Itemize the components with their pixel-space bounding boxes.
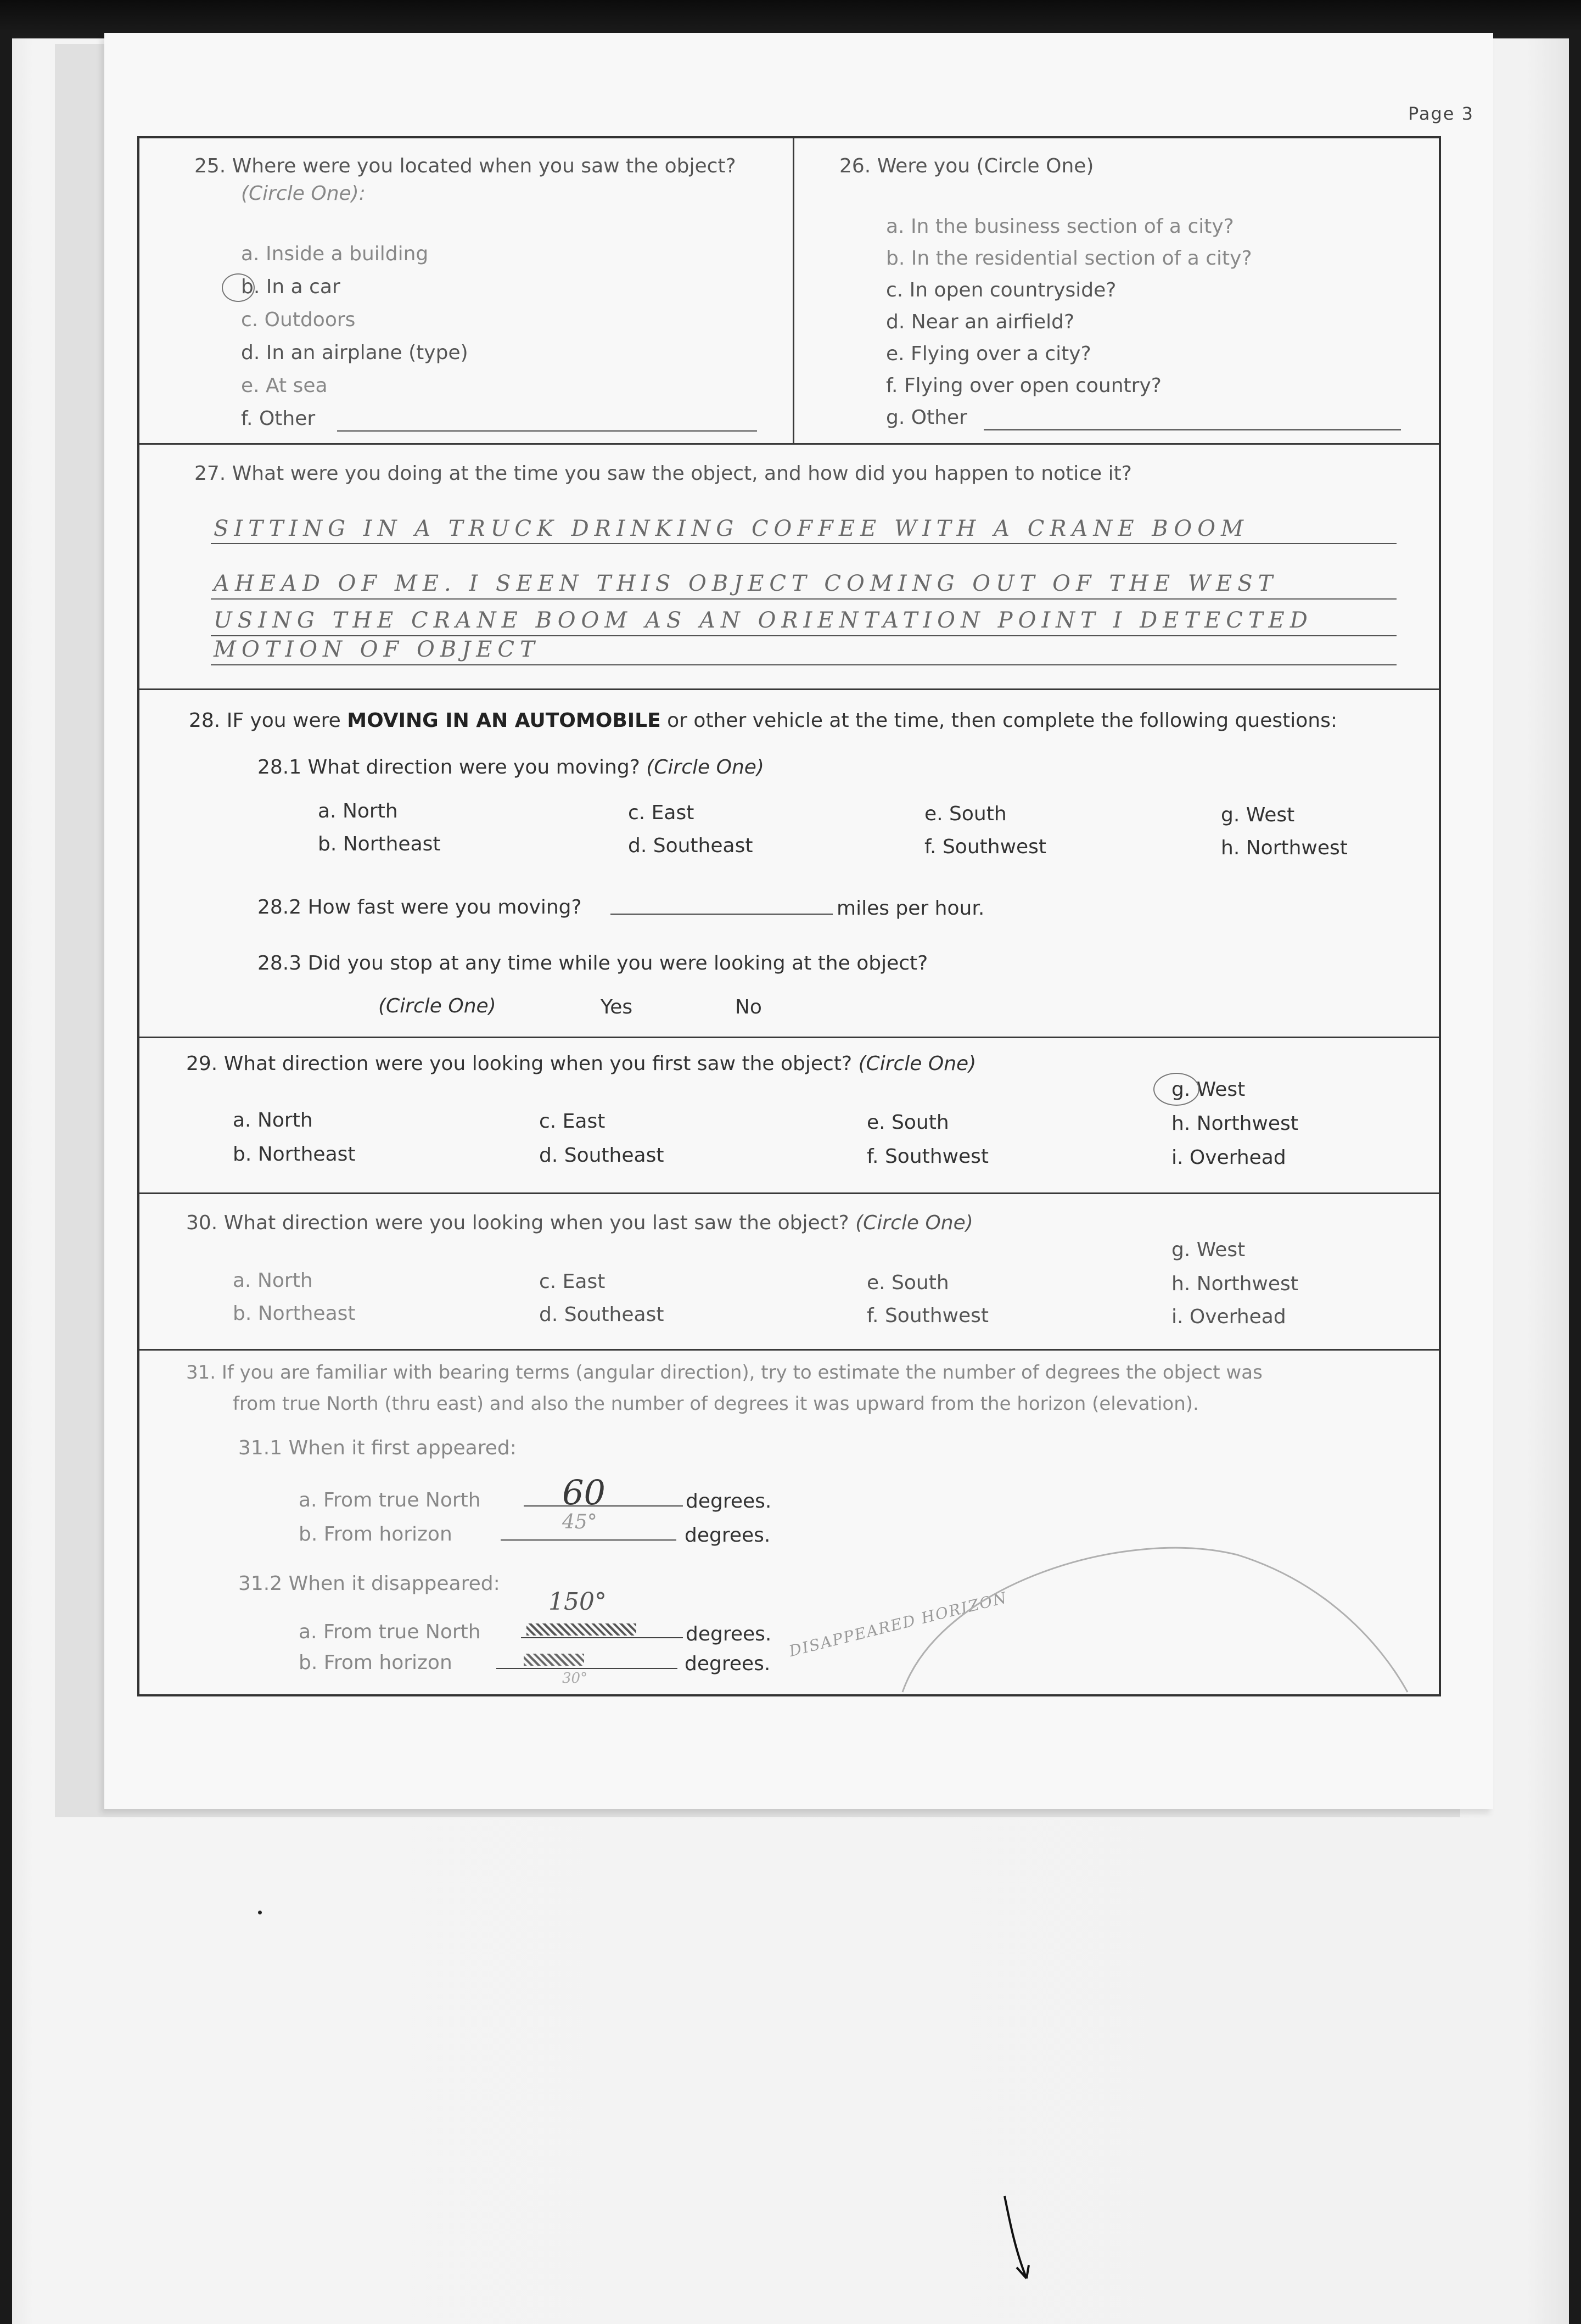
q25-option-a[interactable]: a. Inside a building	[241, 243, 429, 265]
q28-1-option-c[interactable]: c. East	[628, 802, 694, 824]
q30-option-i[interactable]: i. Overhead	[1171, 1306, 1286, 1328]
q25-option-d[interactable]: d. In an airplane (type)	[241, 341, 468, 364]
q28-1-option-g[interactable]: g. West	[1221, 804, 1295, 826]
q25-instruction: (Circle One):	[241, 182, 366, 205]
divider-after-28	[139, 1037, 1439, 1038]
q31-2-margin-note: DISAPPEARED HORIZON	[787, 1588, 1010, 1661]
divider-after-30	[139, 1349, 1439, 1351]
scan-left-edge	[0, 33, 12, 2324]
q27-rule-3	[211, 635, 1397, 636]
q27-answer-line-4: MOTION OF OBJECT	[214, 637, 540, 662]
q28-1-option-b[interactable]: b. Northeast	[318, 833, 441, 855]
q28-1-option-d[interactable]: d. Southeast	[628, 835, 753, 857]
pen-stroke-mark	[988, 2191, 1032, 2289]
q26-option-c[interactable]: c. In open countryside?	[886, 279, 1117, 301]
q26-option-b[interactable]: b. In the residential section of a city?	[886, 247, 1252, 270]
q28-2-speed-line[interactable]	[610, 914, 833, 915]
q29-option-i[interactable]: i. Overhead	[1171, 1146, 1286, 1169]
q27-answer-line-2: AHEAD OF ME. I SEEN THIS OBJECT COMING OUT OF THE WEST	[214, 571, 1279, 596]
q30-text: 30. What direction were you looking when you last saw the object? (Circle One)	[186, 1212, 973, 1234]
q28-3-yes[interactable]: Yes	[601, 996, 633, 1018]
q27-rule-1	[211, 543, 1397, 544]
q31-2-b-label: b. From horizon	[299, 1651, 452, 1674]
q28-text: 28. IF you were MOVING IN AN AUTOMOBILE or other vehicle at the time, then complete the following questions:	[189, 709, 1337, 732]
q28-1-option-e[interactable]: e. South	[924, 803, 1007, 825]
scan-speck	[258, 1911, 262, 1914]
q28-2-text: 28.2 How fast were you moving?	[257, 896, 582, 919]
q25-other-line	[337, 430, 757, 432]
elevation-arc-sketch	[897, 1533, 1435, 1698]
q25-text: 25. Where were you located when you saw the object?	[194, 155, 736, 177]
q25-option-b[interactable]: b. In a car	[241, 276, 340, 298]
q31-1-b-value: 45°	[562, 1511, 597, 1533]
q28-1-text: 28.1 What direction were you moving? (Circle One)	[257, 756, 764, 779]
q30-option-a[interactable]: a. North	[233, 1269, 313, 1292]
q26-other-line	[984, 429, 1401, 430]
divider-after-27	[139, 688, 1439, 690]
q25-q26-divider	[793, 138, 794, 443]
q27-answer-line-3: USING THE CRANE BOOM AS AN ORIENTATION POINT I DETECTED	[214, 608, 1313, 633]
q31-2-text: 31.2 When it disappeared:	[238, 1572, 500, 1595]
q26-option-f[interactable]: f. Flying over open country?	[886, 374, 1162, 397]
q29-text: 29. What direction were you looking when you first saw the object? (Circle One)	[186, 1052, 977, 1075]
q30-option-d[interactable]: d. Southeast	[539, 1303, 664, 1326]
q31-1-b-unit: degrees.	[685, 1524, 771, 1547]
q30-option-g[interactable]: g. West	[1171, 1239, 1246, 1261]
q31-2-a-scribble	[526, 1623, 636, 1636]
q27-rule-2	[211, 598, 1397, 600]
q31-2-a-unit: degrees.	[686, 1623, 772, 1645]
q28-3-instruction: (Circle One)	[378, 995, 496, 1017]
divider-after-29	[139, 1192, 1439, 1194]
q31-2-b-unit: degrees.	[685, 1653, 771, 1675]
q31-1-a-value: 60	[562, 1472, 606, 1513]
q31-2-b-line[interactable]	[496, 1668, 677, 1669]
q29-option-a[interactable]: a. North	[233, 1109, 313, 1132]
q31-1-a-unit: degrees.	[686, 1490, 772, 1513]
q26-option-a[interactable]: a. In the business section of a city?	[886, 215, 1234, 238]
q27-text: 27. What were you doing at the time you saw the object, and how did you happen to notice it?	[194, 462, 1132, 485]
q29-option-c[interactable]: c. East	[539, 1110, 606, 1133]
q25-circle-mark	[222, 273, 255, 302]
q31-2-b-value: 30°	[562, 1670, 588, 1687]
q31-1-b-line[interactable]	[501, 1539, 676, 1541]
q26-option-e[interactable]: e. Flying over a city?	[886, 343, 1091, 365]
q29-option-g[interactable]: g. West	[1171, 1078, 1246, 1101]
q29-circle-mark	[1153, 1073, 1199, 1106]
q28-2-suffix: miles per hour.	[837, 897, 985, 920]
q31-1-b-label: b. From horizon	[299, 1523, 452, 1545]
q31-text-line-2: from true North (thru east) and also the number of degrees it was upward from the horizon (elevation).	[233, 1393, 1199, 1415]
q27-rule-4	[211, 664, 1397, 665]
q28-3-no[interactable]: No	[735, 996, 762, 1018]
q29-option-d[interactable]: d. Southeast	[539, 1144, 664, 1167]
q29-option-h[interactable]: h. Northwest	[1171, 1112, 1298, 1135]
q31-2-b-scribble	[524, 1654, 584, 1666]
q30-option-c[interactable]: c. East	[539, 1270, 606, 1293]
q30-option-b[interactable]: b. Northeast	[233, 1302, 356, 1325]
scan-right-edge	[1569, 33, 1581, 2324]
q30-option-e[interactable]: e. South	[867, 1272, 949, 1294]
q26-option-g[interactable]: g. Other	[886, 406, 967, 429]
questionnaire-form	[137, 136, 1441, 1696]
q29-option-e[interactable]: e. South	[867, 1111, 949, 1134]
q27-answer-line-1: SITTING IN A TRUCK DRINKING COFFEE WITH A CRANE BOOM	[214, 516, 1249, 541]
q25-option-e[interactable]: e. At sea	[241, 374, 328, 397]
q25-option-f[interactable]: f. Other	[241, 407, 316, 430]
q31-2-a-value: 150°	[548, 1588, 607, 1616]
q31-2-a-label: a. From true North	[299, 1621, 481, 1643]
divider-after-26	[139, 443, 1439, 445]
q28-1-option-f[interactable]: f. Southwest	[924, 836, 1047, 858]
page-number: Page 3	[1408, 103, 1474, 124]
q25-option-c[interactable]: c. Outdoors	[241, 309, 356, 331]
q31-1-text: 31.1 When it first appeared:	[238, 1437, 517, 1459]
q26-option-d[interactable]: d. Near an airfield?	[886, 311, 1075, 333]
q31-2-a-line[interactable]	[521, 1637, 683, 1638]
q31-text-line-1: 31. If you are familiar with bearing terms (angular direction), try to estimate the number of degrees the object was	[186, 1362, 1263, 1384]
q30-option-f[interactable]: f. Southwest	[867, 1304, 989, 1327]
q28-3-text: 28.3 Did you stop at any time while you were looking at the object?	[257, 952, 928, 975]
q30-option-h[interactable]: h. Northwest	[1171, 1273, 1298, 1295]
q29-option-f[interactable]: f. Southwest	[867, 1145, 989, 1168]
q28-1-option-a[interactable]: a. North	[318, 800, 398, 822]
q26-text: 26. Were you (Circle One)	[839, 155, 1094, 177]
q29-option-b[interactable]: b. Northeast	[233, 1143, 356, 1166]
q28-1-option-h[interactable]: h. Northwest	[1221, 837, 1348, 859]
q31-1-a-label: a. From true North	[299, 1489, 481, 1511]
